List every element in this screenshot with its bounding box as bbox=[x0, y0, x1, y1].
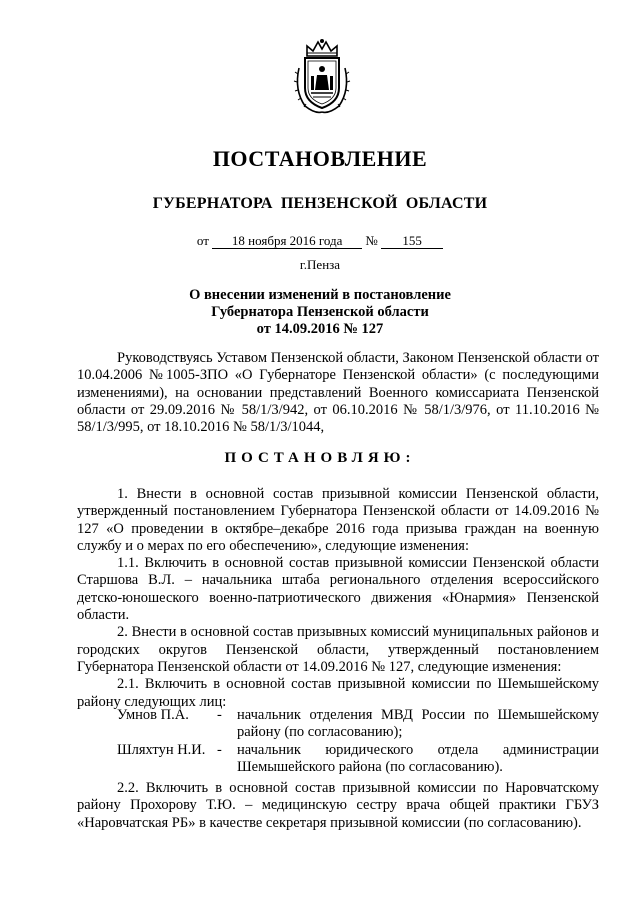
item-2-1: 2.1. Включить в основной состав призывной комиссии по Шемышейскому району следующих лиц: bbox=[77, 676, 599, 710]
person-row bbox=[77, 742, 599, 777]
heading-line-3: от 14.09.2016 № 127 bbox=[256, 321, 384, 337]
items-block-2 bbox=[77, 780, 599, 832]
item-1-1: 1.1. Включить в основной состав призывной комиссии Пензенской области Старшова В.Л. – начальника штаба регионального отделения всероссийского детско-юношеского военно-патриотического движения «Юнармия» Пензенской области. bbox=[77, 555, 599, 624]
person-row bbox=[77, 707, 599, 742]
person-position: начальник юридического отдела администрации Шемышейского района (по согласованию). bbox=[237, 742, 599, 776]
preamble-paragraph bbox=[77, 350, 599, 436]
heading-line-2: Губернатора Пензенской области bbox=[211, 304, 429, 320]
resolve-heading: ПОСТАНОВЛЯЮ: bbox=[224, 450, 416, 466]
heading-line-1: О внесении изменений в постановление bbox=[189, 287, 451, 303]
preamble-text: Руководствуясь Уставом Пензенской области, Законом Пензенской области от 10.04.2006 №1005-ЗПО «О Губернаторе Пензенской области» (с последующими изменениями), на основании представлений Военного комиссариата Пензенской области от 29.09.2016 № 58/1/3/942, от 06.10.2016 № 58/1/3/976, от 11.10.2016 № 58/1/3/995, от 18.10.2016 № 58/1/3/1044, bbox=[77, 350, 599, 436]
person-dash: - bbox=[217, 742, 222, 758]
number-prefix: № bbox=[365, 233, 378, 248]
date-prefix: от bbox=[196, 233, 209, 248]
items-block bbox=[77, 486, 599, 711]
person-position: начальник отделения МВД России по Шемышейскому району (по согласованию); bbox=[237, 707, 599, 741]
date-number-line bbox=[0, 233, 640, 249]
item-2-2: 2.2. Включить в основной состав призывной комиссии по Наровчатскому району Прохорову Т.Ю. – медицинскую сестру врача общей практики ГБУЗ «Наровчатская РБ» в качестве секретаря призывной комиссии (по согласованию). bbox=[77, 780, 599, 831]
item-2: 2. Внести в основной состав призывных комиссий муниципальных районов и городских округов Пензенской области, утвержденный постановлением Губернатора Пензенской области от 14.09.2016 № 127, следующие изменения: bbox=[77, 624, 599, 675]
item-1: 1. Внести в основной состав призывной комиссии Пензенской области, утвержденный постановлением Губернатора Пензенской области от 14.09.2016 № 127 «О проведении в октябре–декабре 2016 года призыва граждан на военную службу и о мерах по его обеспечению», следующие изменения: bbox=[77, 486, 599, 554]
document-heading bbox=[0, 287, 640, 338]
document-number: 155 bbox=[381, 233, 443, 249]
person-name: Умнов П.А. bbox=[117, 707, 189, 723]
coat-of-arms-icon bbox=[291, 38, 353, 116]
person-dash: - bbox=[217, 707, 222, 723]
city: г.Пенза bbox=[299, 257, 341, 272]
person-name: Шляхтун Н.И. bbox=[117, 742, 206, 758]
document-date: 18 ноября 2016 года bbox=[212, 233, 362, 249]
document-title: ПОСТАНОВЛЕНИЕ bbox=[212, 146, 428, 171]
issuer-title: ГУБЕРНАТОРА ПЕНЗЕНСКОЙ ОБЛАСТИ bbox=[152, 195, 488, 212]
